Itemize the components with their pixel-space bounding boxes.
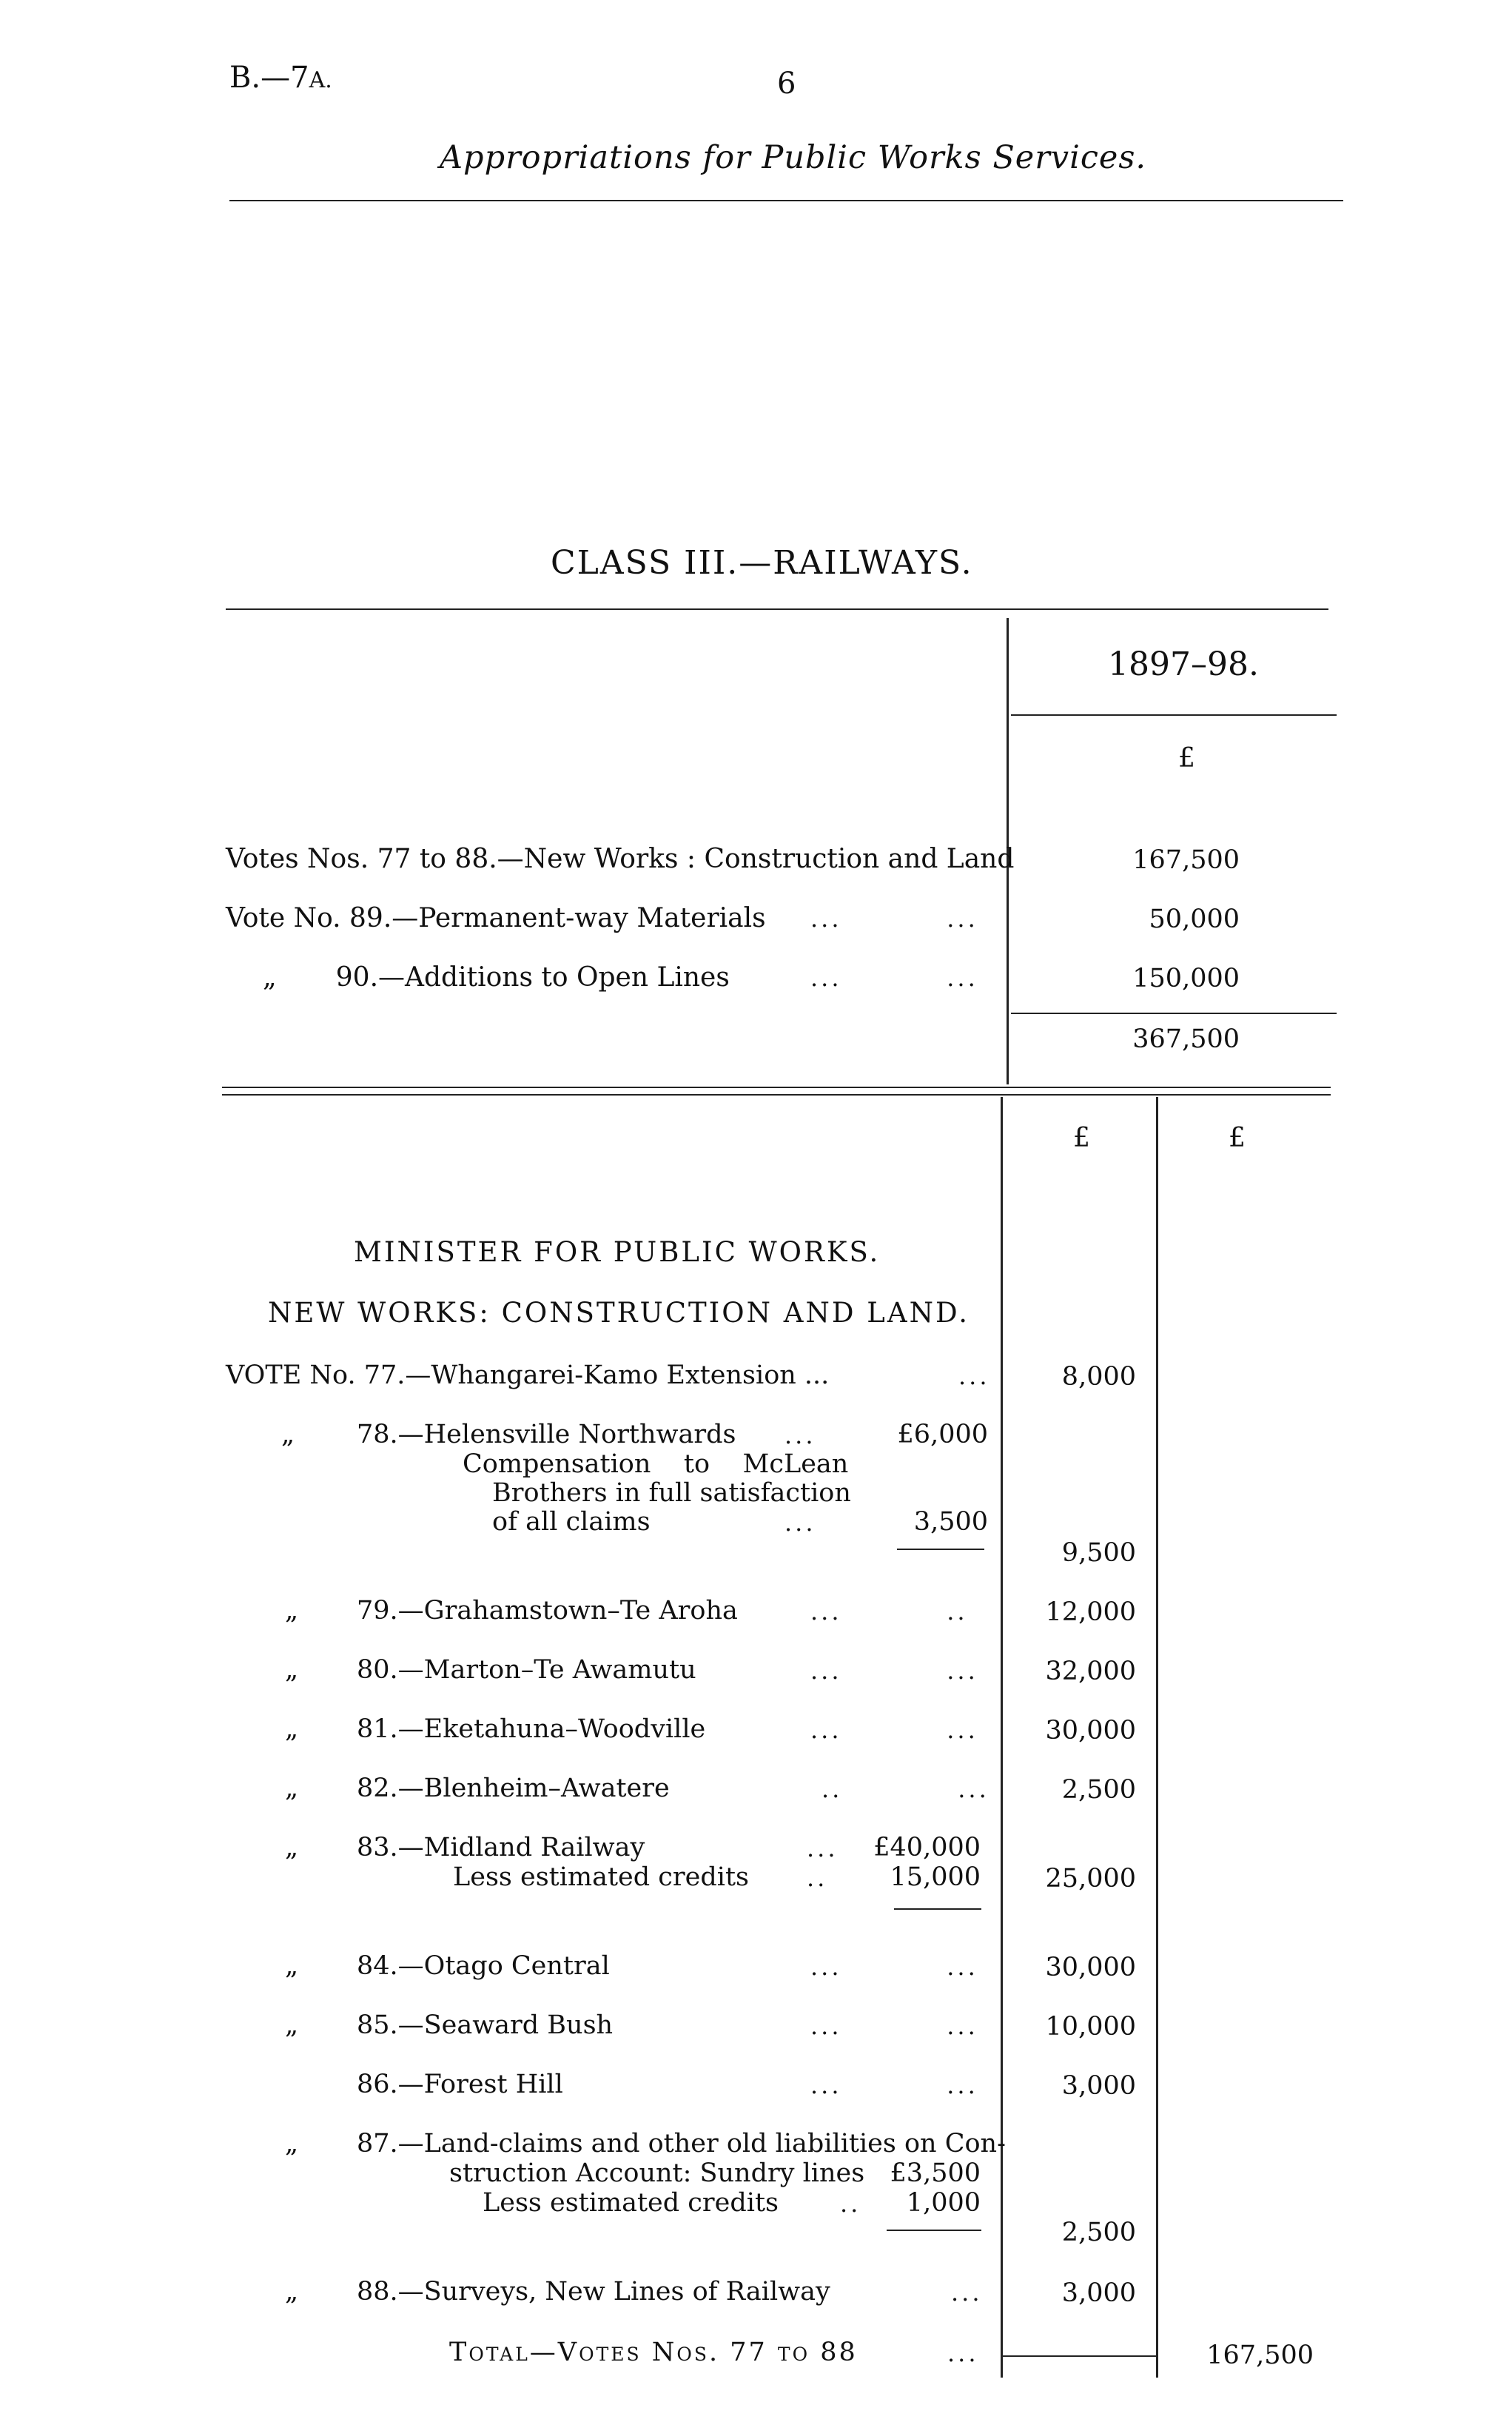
vote-87-subamount-2: 1,000	[906, 2188, 981, 2218]
detail-currency-col1: £	[1073, 1123, 1090, 1153]
vote-87-amount: 2,500	[1061, 2218, 1136, 2247]
vote-78-amount: 9,500	[1061, 1538, 1136, 1568]
vote-78-label: 78.—Helensville Northwards	[357, 1420, 736, 1449]
vote-78-subamount-2: 3,500	[913, 1507, 988, 1537]
summary-row-label: „ 90.—Additions to Open Lines	[263, 962, 730, 993]
vote-84-label: 84.—Otago Central	[357, 1951, 610, 1981]
vote-86-label: 86.—Forest Hill	[357, 2070, 563, 2099]
vote-83-subtotal-rule	[894, 1908, 981, 1910]
vote-84-amount: 30,000	[1045, 1953, 1136, 1982]
summary-row-label: Votes Nos. 77 to 88.—New Works : Construction and Land	[226, 844, 1015, 874]
minister-heading: MINISTER FOR PUBLIC WORKS.	[354, 1236, 881, 1268]
vote-80-label: 80.—Marton–Te Awamutu	[357, 1655, 696, 1685]
vote-78-leader: ...	[784, 1421, 816, 1449]
vote-81-leader: ... ...	[810, 1716, 978, 1744]
vote-83-label: 83.—Midland Railway	[357, 1833, 645, 1862]
section-double-rule-top	[222, 1087, 1331, 1088]
vote-78-compensation-line-3: of all claims	[492, 1507, 651, 1537]
vote-79-leader: ... ..	[810, 1597, 968, 1626]
reference-suffix: A.	[309, 67, 332, 93]
vote-85-amount: 10,000	[1045, 2012, 1136, 2042]
vote-83-subamount-1: £40,000	[873, 1833, 981, 1862]
summary-total-rule	[1011, 1013, 1337, 1014]
vote-87-line-1: 87.—Land-claims and other old liabilities on Con-	[357, 2129, 1006, 2158]
vote-77-label: VOTE No. 77.—Whangarei-Kamo Extension ...	[226, 1361, 830, 1390]
summary-total: 367,500	[1132, 1024, 1240, 1054]
vote-83-amount: 25,000	[1045, 1864, 1136, 1893]
vote-87-less-label: Less estimated credits	[483, 2188, 779, 2218]
section-double-rule-bottom	[222, 1094, 1331, 1096]
vote-85-ditto: „	[285, 2010, 299, 2040]
vote-78-compensation-line-2: Brothers in full satisfaction	[492, 1478, 851, 1508]
vote-80-leader: ... ...	[810, 1657, 978, 1685]
vote-77-amount: 8,000	[1061, 1362, 1136, 1392]
vote-81-amount: 30,000	[1045, 1716, 1136, 1745]
total-label: Total—Votes Nos. 77 to 88	[449, 2338, 858, 2367]
summary-currency: £	[1178, 743, 1195, 774]
vote-88-ditto: „	[285, 2277, 299, 2307]
vote-82-leader: .. ...	[821, 1775, 989, 1803]
total-amount: 167,500	[1206, 2341, 1314, 2370]
vote-84-ditto: „	[285, 1951, 299, 1981]
vote-77-leader: ...	[958, 1362, 990, 1390]
class-rule	[226, 608, 1328, 610]
vote-80-amount: 32,000	[1045, 1657, 1136, 1686]
vote-86-amount: 3,000	[1061, 2071, 1136, 2101]
vote-78-subamount-1: £6,000	[897, 1420, 988, 1449]
vote-80-ditto: „	[285, 1655, 299, 1685]
vote-83-less-label: Less estimated credits	[453, 1862, 749, 1892]
vote-83-less-leader: ..	[807, 1864, 828, 1892]
header-rule	[229, 200, 1343, 201]
vote-82-label: 82.—Blenheim–Awatere	[357, 1774, 670, 1803]
vote-87-ditto: „	[285, 2129, 299, 2158]
vote-88-amount: 3,000	[1061, 2278, 1136, 2308]
vote-87-less-leader: ..	[840, 2190, 861, 2218]
vote-78-subtotal-rule	[897, 1549, 984, 1550]
vote-88-label: 88.—Surveys, New Lines of Railway	[357, 2277, 830, 2307]
vote-81-ditto: „	[285, 1714, 299, 1744]
class-title: CLASS III.—RAILWAYS.	[551, 544, 973, 582]
detail-divider-right	[1156, 1097, 1158, 2378]
detail-currency-col2: £	[1229, 1123, 1246, 1153]
page-title: Appropriations for Public Works Services.	[440, 139, 1147, 176]
detail-divider-left	[1001, 1097, 1003, 2378]
vote-82-amount: 2,500	[1061, 1775, 1136, 1805]
summary-row-leader: ... ...	[810, 964, 978, 992]
vote-79-label: 79.—Grahamstown–Te Aroha	[357, 1596, 738, 1626]
vote-82-ditto: „	[285, 1774, 299, 1803]
vote-78-ditto: „	[281, 1420, 295, 1449]
summary-year-rule	[1011, 714, 1337, 716]
summary-row-amount: 50,000	[1149, 905, 1240, 934]
vote-86-leader: ... ...	[810, 2071, 978, 2099]
vote-88-leader: ...	[951, 2278, 983, 2307]
document-reference	[229, 61, 332, 95]
reference-prefix: B.—7	[229, 61, 309, 95]
vote-85-label: 85.—Seaward Bush	[357, 2010, 614, 2040]
vote-87-subtotal-rule	[887, 2230, 981, 2231]
page-number: 6	[777, 67, 796, 101]
summary-year-header: 1897–98.	[1108, 645, 1259, 683]
vote-83-subamount-2: 15,000	[890, 1862, 981, 1892]
summary-row-leader: ... ...	[810, 905, 978, 933]
summary-row-amount: 167,500	[1132, 845, 1240, 875]
vote-79-ditto: „	[285, 1596, 299, 1626]
vote-84-leader: ... ...	[810, 1953, 978, 1981]
summary-row-amount: 150,000	[1132, 964, 1240, 993]
vote-87-line-2: struction Account: Sundry lines	[449, 2158, 865, 2188]
vote-78-compensation-leader: ...	[784, 1509, 816, 1537]
vote-83-ditto: „	[285, 1833, 299, 1862]
vote-81-label: 81.—Eketahuna–Woodville	[357, 1714, 706, 1744]
vote-79-amount: 12,000	[1045, 1597, 1136, 1627]
vote-87-subamount-1: £3,500	[890, 2158, 981, 2188]
total-leader: ...	[947, 2339, 979, 2367]
total-rule	[1001, 2355, 1156, 2357]
vote-78-compensation-line-1: Compensation to McLean	[463, 1449, 849, 1479]
vote-85-leader: ... ...	[810, 2012, 978, 2040]
summary-row-label: Vote No. 89.—Permanent-way Materials	[226, 903, 766, 933]
section-heading: NEW WORKS: CONSTRUCTION AND LAND.	[268, 1297, 970, 1329]
vote-83-leader: ...	[807, 1834, 839, 1862]
